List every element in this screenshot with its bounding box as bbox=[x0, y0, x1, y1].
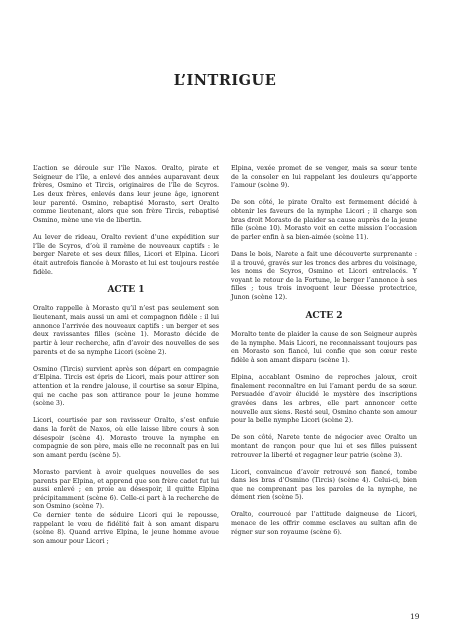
intro-paragraph: Au lever de rideau, Oralto revient d’une expédition sur l’île de Scyros, d’où il ramène de nouveaux captifs : le berger Narete et ses deux filles, Licori et Elpina. Licori était autrefois fiancée à Morasto et lui est toujours restée fidèle. bbox=[33, 233, 219, 276]
intro-paragraph: L’action se déroule sur l’île Naxos. Oralto, pirate et Seigneur de l’île, a enlevé des années auparavant deux frères, Osmino et Tircis, originaires de l’île de Scyros. Les deux frères, enlevés dans leur jeune âge, ignorent leur parenté. Osmino, rebaptisé Morasto, sert Oralto comme lieutenant, alors que son frère Tircis, rebaptisé Osmino, mène une vie de libertin. bbox=[33, 165, 219, 224]
page-number: 19 bbox=[410, 612, 420, 621]
act-1-paragraph-continued: Elpina, vexée promet de se venger, mais sa sœur tente de la consoler en lui rappelant les douleurs qu’apporte l’amour (scène 9). bbox=[231, 165, 417, 190]
act-1-paragraph: Licori, courtisée par son ravisseur Oralto, s’est enfuie dans la forêt de Naxos, où elle laisse libre cours à son désespoir (scène 4). Morasto trouve la nymphe en compagnie de son père, mais elle ne reconnaît pas en lui son amant perdu (scène 5). bbox=[33, 417, 219, 459]
act-2-paragraph: Licori, convaincue d’avoir retrouvé son fiancé, tombe dans les bras d’Osmino (Tircis) (scène 4). Celui-ci, bien que ne comprenant pas les paroles de la nymphe, ne dément rien (scène 5). bbox=[231, 468, 417, 502]
act-2-paragraph: Elpina, accablant Osmino de reproches jaloux, croit finalement reconnaître en lui l’amant perdu de sa sœur. Persuadée d’avoir élucidé le mystère des inscriptions gravées dans les arbres, elle part annoncer cette nouvelle aux siens. Resté seul, Osmino chante son amour pour la belle nymphe Licori (scène 2). bbox=[231, 374, 417, 425]
act-1-paragraph-continued: Dans le bois, Narete a fait une découverte surprenante : il a trouvé, gravés sur les troncs des arbres du voisinage, les noms de Scyros, Osmino et Licori entrelacés. Y voyant le retour de la Fortune, le berger l’annonce à ses filles ; tous trois invoquent leur Déesse protectrice, Junon (scène 12). bbox=[231, 250, 417, 302]
right-column bbox=[231, 165, 417, 537]
act-1-paragraph: Morasto parvient à avoir quelques nouvelles de ses parents par Elpina, et apprend que son frère cadet fut lui aussi enlevé ; en proie au désespoir, il quitte Elpina précipitamment (scène 6). Celle-ci part à la recherche de son Osmino (scène 7). bbox=[33, 468, 219, 511]
act-1-paragraph: Oralto rappelle à Morasto qu’il n’est pas seulement son lieutenant, mais aussi un ami et compagnon fidèle : il lui annonce l’arrivée des nouveaux captifs : un berger et ses deux ravissantes filles (scène 1). Morasto décide de partir à leur recherche, afin d’avoir des nouvelles de ses parents et de sa nymphe Licori (scène 2). bbox=[33, 305, 219, 356]
act-1-paragraph: Osmino (Tircis) survient après son départ en compagnie d’Elpina. Tircis est épris de Licori, mais pour attirer son attention et la rendre jalouse, il courtise sa sœur Elpina, qui ne cache pas son attirance pour le jeune homme (scène 3). bbox=[33, 365, 219, 408]
act-1-paragraph: Ce dernier tente de séduire Licori qui le repousse, rappelant le vœu de fidélité fait à son amant disparu (scène 8). Quand arrive Elpina, le jeune homme avoue son amour pour Licori ; bbox=[33, 512, 219, 546]
act-2-heading: ACTE 2 bbox=[305, 311, 343, 322]
left-column bbox=[33, 165, 219, 547]
act-2-paragraph: De son côté, Narete tente de négocier avec Oralto un montant de rançon pour que lui et ses filles puissent retrouver la liberté et regagner leur patrie (scène 3). bbox=[231, 434, 417, 459]
act-1-heading: ACTE 1 bbox=[107, 285, 145, 296]
act-1-paragraph-continued: De son côté, le pirate Oralto est fermement décidé à obtenir les faveurs de la nymphe Licori ; il charge son bras droit Morasto de plaider sa cause auprès de la jeune fille (scène 10). Morasto voit en cette mission l’occasion de parler enfin à sa bien-aimée (scène 11). bbox=[231, 199, 417, 241]
act-2-paragraph: Oralto, courroucé par l’attitude daigneuse de Licori, menace de les offrir comme esclaves au sultan afin de régner sur son royaume (scène 6). bbox=[231, 511, 417, 536]
act-2-paragraph: Moralto tente de plaider la cause de son Seigneur auprès de la nymphe. Mais Licori, ne reconnaissant toujours pas en Morasto son fiancé, lui confie que son cœur reste fidèle à son amant disparu (scène 1). bbox=[231, 331, 417, 365]
page-title: L’INTRIGUE bbox=[173, 72, 277, 89]
